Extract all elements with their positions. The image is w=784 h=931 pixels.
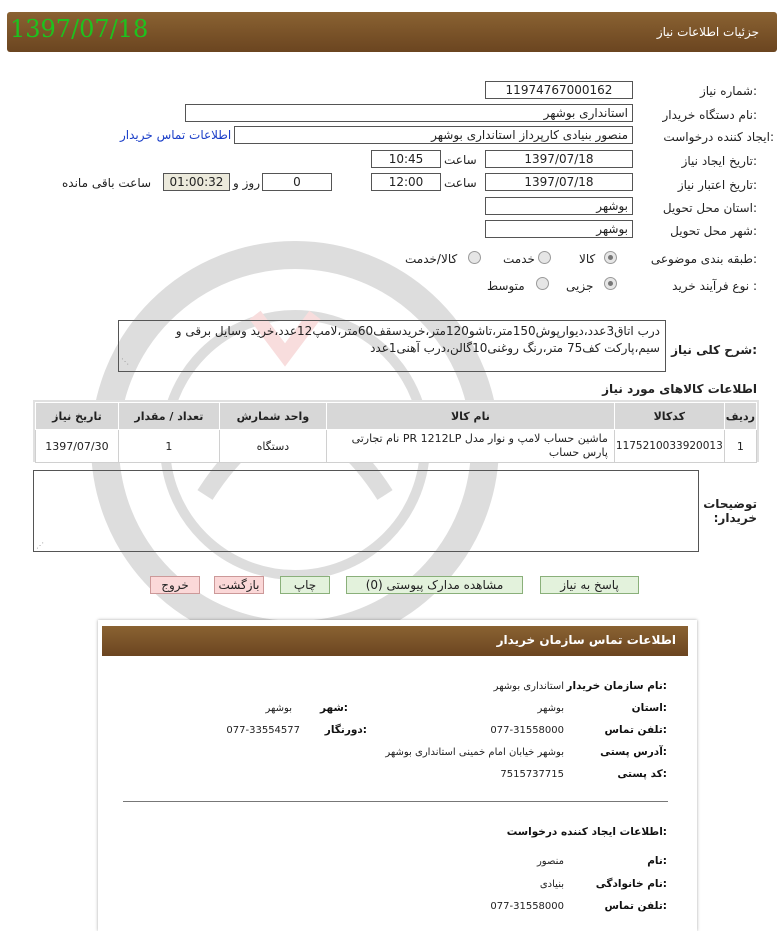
fax-value: 077-33554577 (226, 725, 300, 736)
requester-info-title: اطلاعات ایجاد کننده درخواست: (506, 826, 667, 838)
fax-label: دورنگار: (324, 724, 367, 736)
phone-value: 077-31558000 (490, 725, 564, 736)
col-unit: واحد شمارش (219, 403, 326, 430)
req-phone-label: تلفن تماس: (604, 900, 667, 912)
page-title: جزئیات اطلاعات نیاز (656, 25, 759, 39)
need-number-field: 11974767000162 (485, 81, 633, 99)
category-radio-service[interactable] (538, 251, 551, 264)
org-label: نام سازمان خریدار: (566, 680, 667, 692)
address-value: بوشهر خیابان امام خمینی استانداری بوشهر (385, 747, 564, 758)
city-card-value: بوشهر (265, 703, 292, 714)
province-field: بوشهر (485, 197, 633, 215)
process-radio-medium[interactable] (536, 277, 549, 290)
buyer-org-label: نام دستگاه خریدار: (662, 108, 757, 122)
name-value: منصور (536, 856, 564, 867)
cell-date: 1397/07/30 (36, 430, 119, 463)
attachments-button[interactable]: مشاهده مدارک پیوستی (0) (346, 576, 523, 594)
province-card-label: استان: (631, 702, 667, 714)
phone-label: تلفن تماس: (604, 724, 667, 736)
cell-row: 1 (724, 430, 756, 463)
province-label: استان محل تحویل: (662, 201, 757, 215)
col-code: کدکالا (614, 403, 724, 430)
col-date: تاریخ نیاز (36, 403, 119, 430)
contact-card-title: اطلاعات تماس سازمان خریدار (496, 633, 676, 647)
need-number-label: شماره نیاز: (699, 84, 757, 98)
created-time-field: 10:45 (371, 150, 441, 168)
cell-qty: 1 (118, 430, 219, 463)
back-button[interactable]: بازگشت (214, 576, 264, 594)
resize-grip-icon: ⋰ (36, 541, 44, 550)
created-date-label: تاریخ ایجاد نیاز: (681, 154, 757, 168)
reply-button[interactable]: پاسخ به نیاز (540, 576, 639, 594)
items-section-title: اطلاعات کالاهای مورد نیاز (602, 382, 757, 396)
city-field: بوشهر (485, 220, 633, 238)
header-date: 1397/07/18 (10, 15, 149, 43)
family-label: نام خانوادگی: (595, 878, 667, 890)
description-line-1: درب اتاق3عدد،دیوارپوش150متر،تاشو120متر،خریدسقف60متر،لامپ12عدد،خرید وسایل برقی و (175, 324, 660, 338)
process-option-medium: متوسط (487, 279, 525, 293)
province-card-value: بوشهر (537, 703, 564, 714)
buyer-org-field: استانداری بوشهر (185, 104, 633, 122)
city-card-label: شهر: (320, 702, 348, 714)
created-date-field: 1397/07/18 (485, 150, 633, 168)
category-label: طبقه بندی موضوعی: (650, 252, 757, 266)
exit-button[interactable]: خروج (150, 576, 200, 594)
days-label: روز و (233, 176, 260, 190)
remaining-label: ساعت باقی مانده (62, 176, 152, 190)
validity-date-field: 1397/07/18 (485, 173, 633, 191)
validity-time-field: 12:00 (371, 173, 441, 191)
cell-code: 1175210033920013 (614, 430, 724, 463)
address-label: آدرس پستی: (600, 746, 667, 758)
description-label: شرح کلی نیاز: (671, 343, 757, 357)
description-line-2: سیم،پارکت کف75 متر،رنگ روغنی10گالن،درب آهنی1عدد (370, 341, 660, 355)
cell-unit: دستگاه (219, 430, 326, 463)
resize-grip-icon: ⋰ (121, 357, 129, 366)
notes-label: توضیحات خریدار: (703, 497, 757, 525)
validity-time-label: ساعت (444, 176, 477, 190)
family-value: بنیادی (539, 879, 564, 890)
process-label: نوع فرآیند خرید : (672, 279, 757, 293)
category-radio-goods[interactable] (604, 251, 617, 264)
remaining-time-field: 01:00:32 (163, 173, 230, 191)
buyer-contact-link[interactable]: اطلاعات تماس خریدار (120, 128, 232, 142)
name-label: نام: (647, 855, 667, 867)
validity-date-label: تاریخ اعتبار نیاز: (677, 178, 757, 192)
process-option-minor: جزیی (566, 279, 594, 293)
description-box (118, 320, 666, 372)
col-name: نام کالا (326, 403, 614, 430)
items-table (35, 402, 757, 463)
category-option-goods: کالا (579, 252, 596, 266)
org-value: استانداری بوشهر (493, 681, 564, 692)
postal-value: 7515737715 (500, 769, 564, 780)
requester-label: ایجاد کننده درخواست: (663, 130, 774, 144)
category-radio-both[interactable] (468, 251, 481, 264)
col-row: ردیف (724, 403, 756, 430)
postal-label: کد پستی: (617, 768, 667, 780)
cell-name: ماشین حساب لامپ و نوار مدل PR 1212LP نام تجارتی پارس حساب (326, 430, 614, 463)
col-qty: تعداد / مقدار (118, 403, 219, 430)
card-divider (123, 801, 668, 802)
remaining-days-field: 0 (262, 173, 332, 191)
created-time-label: ساعت (444, 153, 477, 167)
print-button[interactable]: چاپ (280, 576, 330, 594)
contact-card-header (102, 626, 688, 656)
category-option-service: خدمت (503, 252, 535, 266)
city-label: شهر محل تحویل: (670, 224, 757, 238)
process-radio-minor[interactable] (604, 277, 617, 290)
req-phone-value: 077-31558000 (490, 901, 564, 912)
notes-box (33, 470, 699, 552)
table-row (36, 430, 757, 463)
requester-field: منصور بنیادی کارپرداز استانداری بوشهر (234, 126, 633, 144)
category-option-both: کالا/خدمت (405, 252, 458, 266)
